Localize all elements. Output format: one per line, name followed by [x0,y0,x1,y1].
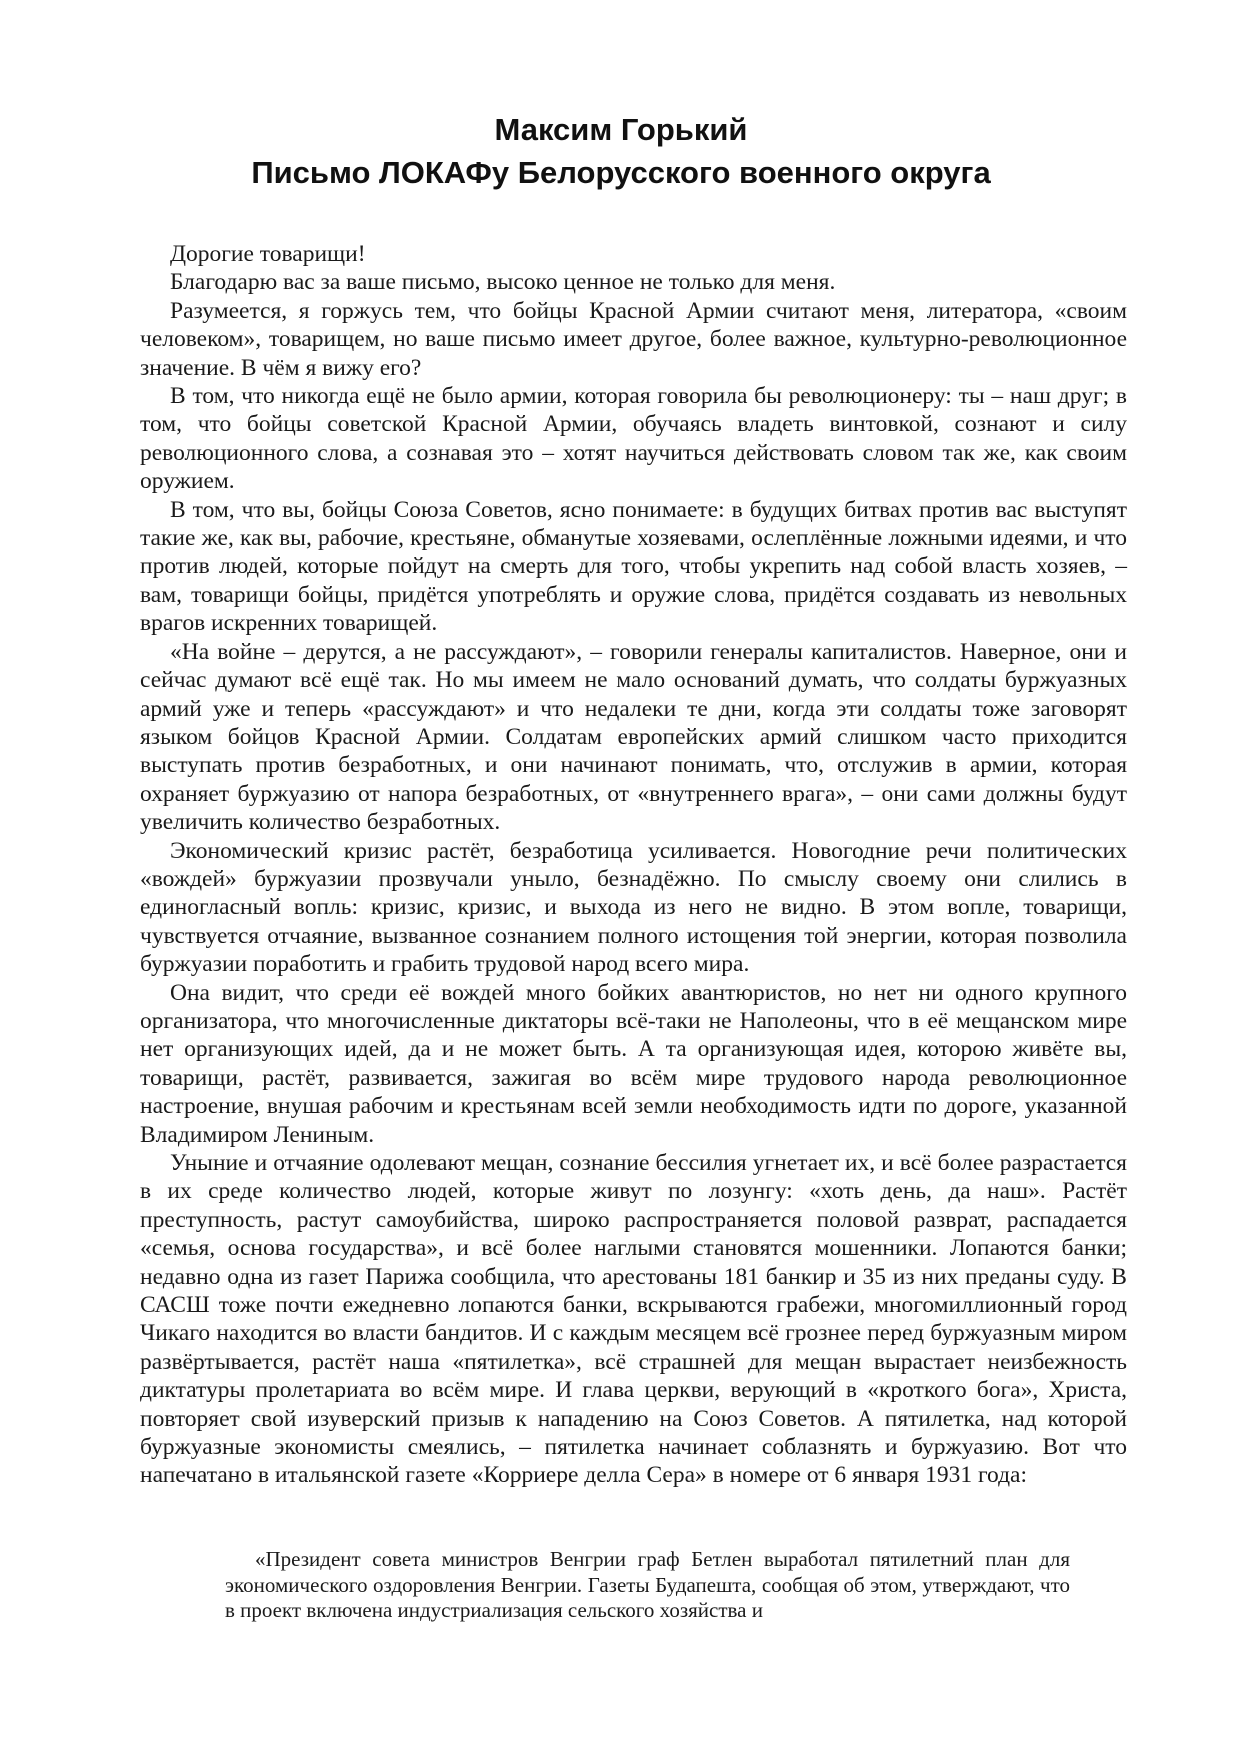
letter-title: Письмо ЛОКАФу Белорусского военного округа [251,155,991,190]
paragraph: Экономический кризис растёт, безработица усиливается. Новогодние речи политических «вождей» буржуазии прозвучали уныло, безнадёжно. По смыслу своему они слились в единогласный вопль: кризис, кризис, и выхода из него не видно. В этом вопле, товарищи, чувствуется отчаяние, вызванное сознанием полного истощения той энергии, которая позволила буржуазии поработить и грабить трудовой народ всего мира. [140,837,1127,978]
paragraph: Уныние и отчаяние одолевают мещан, сознание бессилия угнетает их, и всё более разрастается в их среде количество людей, которые живут по лозунгу: «хоть день, да наш». Растёт преступность, растут самоубийства, широко распространяется половой разврат, распадается «семья, основа государства», и всё более наглыми становятся мошенники. Лопаются банки; недавно одна из газет Парижа сообщила, что арестованы 181 банкир и 35 из них преданы суду. В САСШ тоже почти ежедневно лопаются банки, вскрываются грабежи, многомиллионный город Чикаго находится во власти бандитов. И с каждым месяцем всё грознее перед буржуазным миром развёртывается, растёт наша «пятилетка», всё страшней для мещан вырастает неизбежность диктатуры пролетариата во всём мире. И глава церкви, верующий в «кроткого бога», Христа, повторяет свой изуверский призыв к нападению на Союз Советов. А пятилетка, над которой буржуазные экономисты смеялись, – пятилетка начинает соблазнять и буржуазию. Вот что напечатано в итальянской газете «Корриере делла Сера» в номере от 6 января 1931 года: [140,1150,1127,1489]
letter-body [140,240,1127,1490]
paragraph: «На войне – дерутся, а не рассуждают», – говорили генералы капиталистов. Наверное, они и сейчас думают всё ещё так. Но мы имеем не мало оснований думать, что солдаты буржуазных армий уже и теперь «рассуждают» и что недалеки те дни, когда эти солдаты тоже заговорят языком бойцов Красной Армии. Солдатам европейских армий слишком часто приходится выступать против безработных, и они начинают понимать, что, отслужив в армии, которая охраняет буржуазию от напора безработных, от «внутреннего врага», – они сами должны будут увеличить количество безработных. [140,638,1127,836]
paragraph: В том, что никогда ещё не было армии, которая говорила бы революционеру: ты – наш друг; в том, что бойцы советской Красной Армии, обучаясь владеть винтовкой, сознают и силу революционного слова, а сознавая это – хотят научиться действовать словом так же, как своим оружием. [140,383,1127,495]
paragraph: Благодарю вас за ваше письмо, высоко ценное не только для меня. [170,269,836,296]
block-quote: «Президент совета министров Венгрии граф Бетлен выработал пятилетний план для экономического оздоровления Венгрии. Газеты Будапешта, сообщая об этом, утверждают, что в проект включена индустриализация сельского хозяйства и [225,1547,1070,1622]
document-title-block [0,108,1242,194]
paragraph: В том, что вы, бойцы Союза Советов, ясно понимаете: в будущих битвах против вас выступят такие же, как вы, рабочие, крестьяне, обманутые хозяевами, ослеплённые ложными идеями, и что против людей, которые пойдут на смерть для того, чтобы укрепить над собой власть хозяев, – вам, товарищи бойцы, придётся употреблять и оружие слова, придётся создавать из невольных врагов искренних товарищей. [140,496,1127,637]
paragraph: Она видит, что среди её вождей много бойких авантюристов, но нет ни одного крупного организатора, что многочисленные диктаторы всё-таки не Наполеоны, что в её мещанском мире нет организующих идей, да и не может быть. А та организующая идея, которою живёте вы, товарищи, растёт, развивается, зажигая во всём мире трудового народа революционное настроение, внушая рабочим и крестьянам всей земли необходимость идти по дороге, указанной Владимиром Лениным. [140,979,1127,1148]
paragraph: Разумеется, я горжусь тем, что бойцы Красной Армии считают меня, литератора, «своим человеком», товарищем, но ваше письмо имеет другое, более важное, культурно-революционное значение. В чём я вижу его? [140,297,1127,381]
paragraph: Дорогие товарищи! [170,241,366,267]
author-name: Максим Горький [494,112,748,147]
